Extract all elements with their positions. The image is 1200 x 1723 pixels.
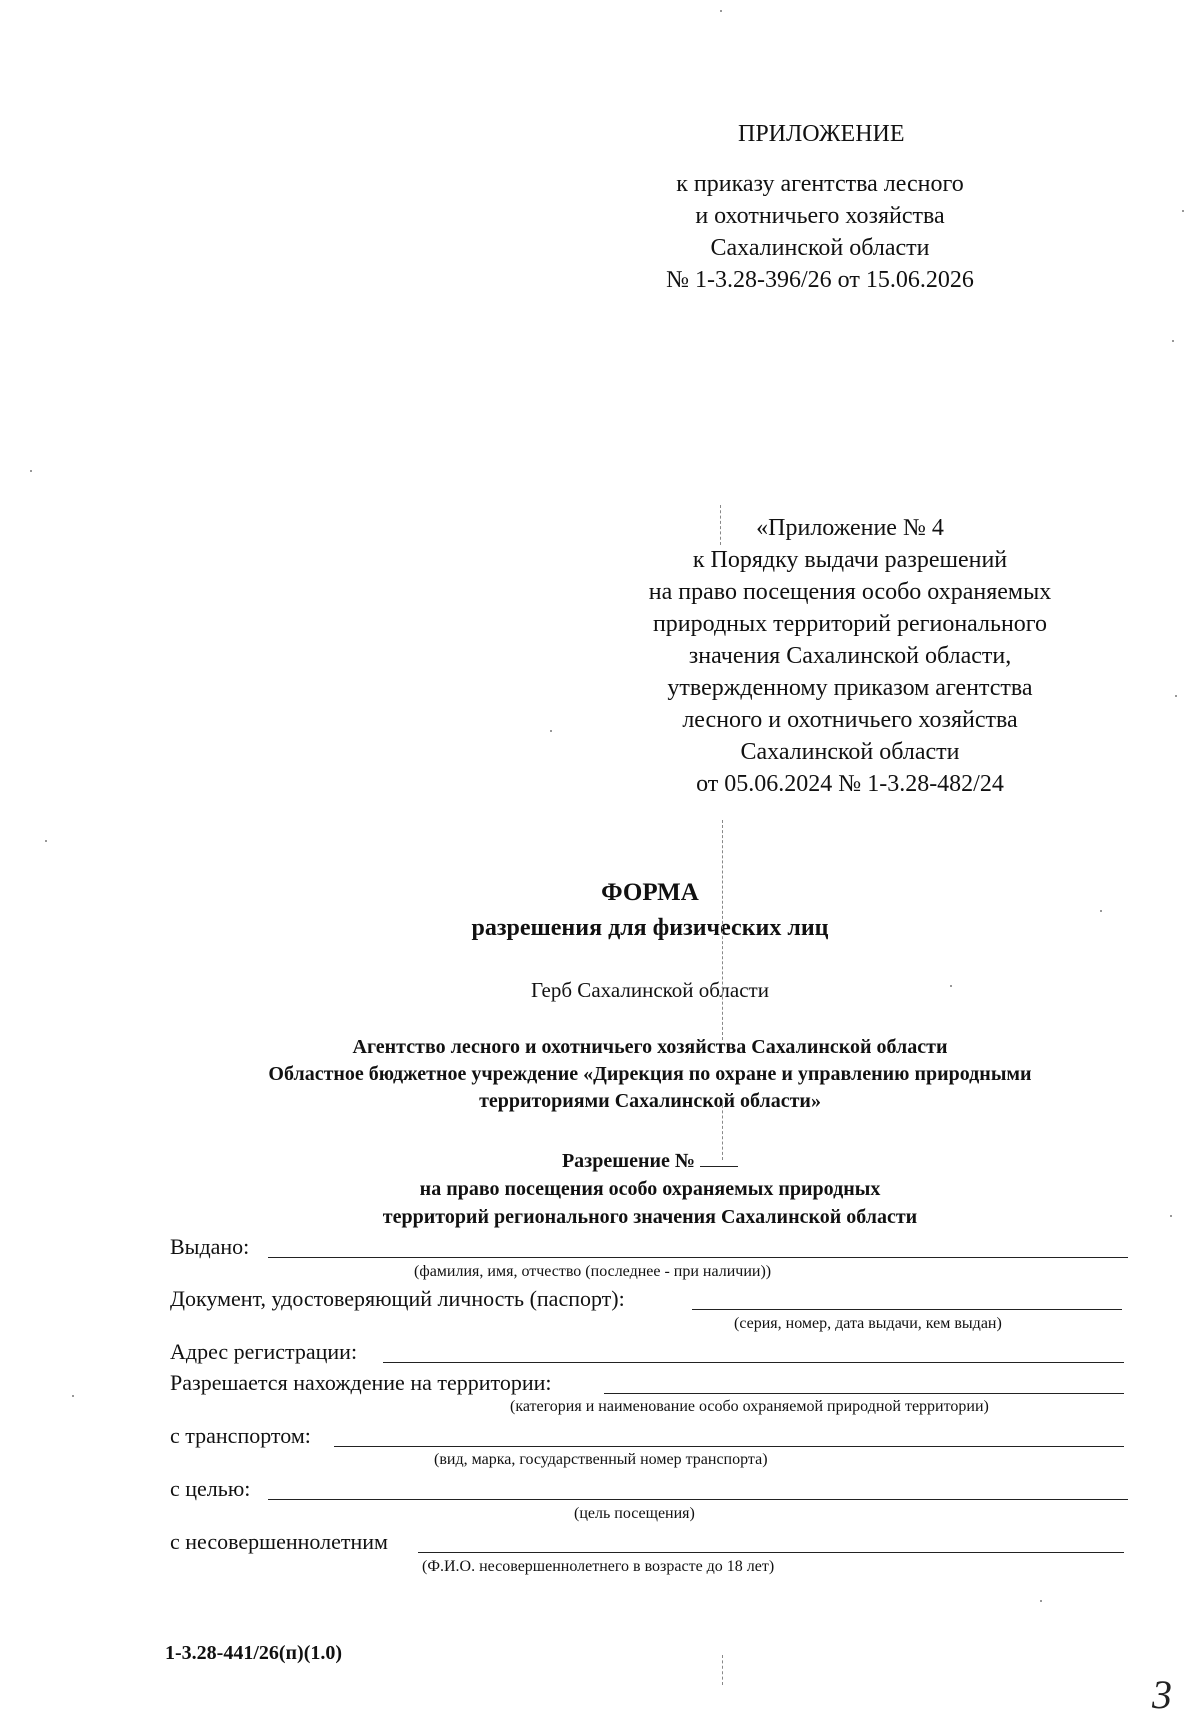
scan-speck: [30, 470, 32, 472]
appendix4-line: лесного и охотничьего хозяйства: [682, 707, 1018, 733]
permit-number-label: Разрешение №: [561, 1150, 696, 1172]
scan-speck: [1170, 1215, 1172, 1217]
purpose-line: [268, 1499, 1128, 1500]
permit-number-blank: [700, 1146, 738, 1167]
id-document-line: [692, 1309, 1122, 1310]
minor-line: [418, 1552, 1124, 1553]
scan-speck: [1182, 210, 1184, 212]
scan-fold-line: [720, 505, 721, 545]
scan-speck: [1172, 340, 1174, 342]
transport-caption: (вид, марка, государственный номер транспорта): [434, 1451, 768, 1468]
territory-line: [604, 1393, 1124, 1394]
appendix4-block: [580, 512, 1120, 800]
appendix4-line: значения Сахалинской области,: [688, 643, 1012, 669]
issued-to-line: [268, 1257, 1128, 1258]
permit-number-row: [250, 1146, 1050, 1175]
minor-caption: (Ф.И.О. несовершеннолетнего в возрасте до 18 лет): [422, 1558, 775, 1575]
transport-line: [334, 1446, 1124, 1447]
agency-block: [150, 1034, 1150, 1115]
coat-of-arms-label: Герб Сахалинской области: [531, 978, 769, 1002]
scan-speck: [1175, 695, 1177, 697]
permit-line: на право посещения особо охраняемых природных: [419, 1178, 881, 1200]
scan-fold-line: [722, 1100, 723, 1160]
transport-label: с транспортом:: [170, 1423, 311, 1448]
handwritten-page-number: 3: [1152, 1672, 1172, 1717]
purpose-label: с целью:: [170, 1476, 251, 1501]
appendix4-line: к Порядку выдачи разрешений: [692, 547, 1008, 573]
scan-speck: [1100, 910, 1102, 912]
agency-line: территориями Сахалинской области»: [479, 1090, 821, 1112]
issued-to-caption: (фамилия, имя, отчество (последнее - при наличии)): [414, 1263, 772, 1280]
document-code: 1-3.28-441/26(п)(1.0): [165, 1642, 343, 1664]
appendix-header-lines: [600, 168, 1040, 296]
issued-to-label: Выдано:: [170, 1234, 250, 1259]
scan-fold-line: [722, 1655, 723, 1685]
permit-heading: [250, 1146, 1050, 1231]
minor-label: с несовершеннолетним: [170, 1529, 388, 1554]
scan-speck: [550, 730, 552, 732]
territory-label: Разрешается нахождение на территории:: [170, 1370, 552, 1395]
purpose-caption: (цель посещения): [574, 1505, 695, 1522]
id-document-caption: (серия, номер, дата выдачи, кем выдан): [734, 1315, 1002, 1332]
agency-line: Агентство лесного и охотничьего хозяйства Сахалинской области: [352, 1036, 948, 1058]
scan-speck: [45, 840, 47, 842]
id-document-label: Документ, удостоверяющий личность (паспорт):: [170, 1286, 625, 1311]
registration-address-line: [383, 1362, 1124, 1363]
appendix4-line: от 05.06.2024 № 1-3.28-482/24: [696, 771, 1004, 797]
territory-caption: (категория и наименование особо охраняемой природной территории): [510, 1398, 989, 1415]
form-subtitle: разрешения для физических лиц: [471, 915, 829, 941]
scan-speck: [1040, 1600, 1042, 1602]
scan-speck: [72, 1395, 74, 1397]
agency-line: Областное бюджетное учреждение «Дирекция по охране и управлению природными: [268, 1063, 1032, 1085]
appendix4-line: Сахалинской области: [740, 739, 960, 765]
appendix-header-line: № 1-3.28-396/26 от 15.06.2026: [666, 267, 974, 293]
appendix-header-line: Сахалинской области: [710, 235, 930, 261]
appendix4-line: природных территорий регионального: [652, 611, 1048, 637]
form-title: ФОРМА: [601, 879, 699, 906]
registration-address-label: Адрес регистрации:: [170, 1339, 358, 1364]
appendix4-line: утвержденному приказом агентства: [667, 675, 1033, 701]
appendix-header-line: к приказу агентства лесного: [676, 171, 964, 197]
permit-line: территорий регионального значения Сахалинской области: [382, 1206, 918, 1228]
appendix-header-line: и охотничьего хозяйства: [695, 203, 945, 229]
scan-fold-line: [722, 820, 723, 1040]
scan-speck: [950, 985, 952, 987]
appendix-title: ПРИЛОЖЕНИЕ: [738, 121, 905, 147]
appendix4-line: «Приложение № 4: [756, 515, 944, 541]
appendix4-line: на право посещения особо охраняемых: [648, 579, 1052, 605]
scan-speck: [720, 10, 722, 12]
